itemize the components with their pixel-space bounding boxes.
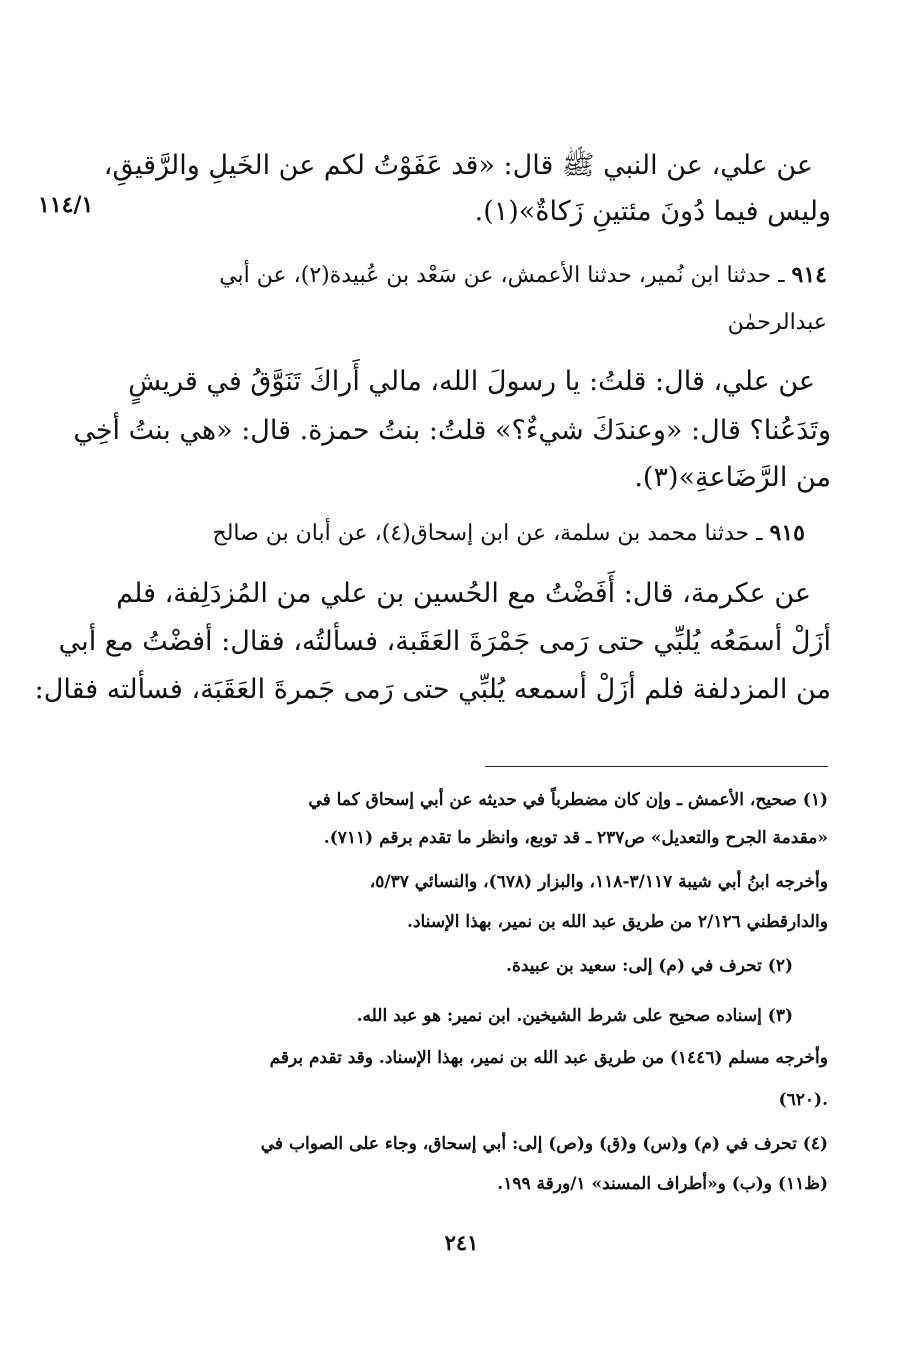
footnote-line: (ظ١١) و(ب) و«أطراف المسند» ١/ورقة ١٩٩. [497, 1174, 828, 1194]
footnote-line: (٦٢٠). [778, 1090, 828, 1110]
footnote-line: (٣) إسناده صحيح على شرط الشيخين. ابن نمير: هو عبد الله. [356, 1006, 793, 1026]
footnote-line: (٢) تحرف في (م) إلى: سعيد بن عبيدة. [506, 956, 793, 976]
hadith-isnad-line [219, 262, 827, 289]
isnad-text: ـ حدثنا محمد بن سلمة، عن ابن إسحاق(٤)، عن أبان بن صالح [212, 521, 763, 546]
hadith-text-line: من المزدلفة فلم أزَلْ أسمعه يُلبِّي حتى رَمى جَمرةَ العَقَبَة، فسألته فقال: [34, 674, 831, 705]
hadith-text-line: عن علي، عن النبي ﷺ قال: «قد عَفَوْتُ لكم عن الخَيلِ والرَّقيقِ، [103, 150, 813, 181]
footnote-line: (١) صحيح، الأعمش ـ وإن كان مضطرباً في حديثه عن أبي إسحاق كما في [308, 790, 828, 810]
hadith-text-line: من الرَّضَاعةِ»(٣). [634, 462, 831, 493]
hadith-text-line: أزَلْ أسمَعُه يُلبِّي حتى رَمى جَمْرَةَ العَقَبة، فسألتُه، فقال: أفضْتُ مع أبي [58, 626, 831, 657]
hadith-isnad-line: عبدالرحمٰن [727, 310, 827, 335]
hadith-text-line: عن عكرمة، قال: أَفَضْتُ مع الحُسين بن علي من المُزدَلِفة، فلم [116, 578, 811, 609]
margin-reference: ١١٤/١ [38, 192, 94, 218]
footnote-line: وأخرجه ابنُ أبي شيبة ٣/١١٧-١١٨، والبزار (٦٧٨)، والنسائي ٥/٣٧، [369, 872, 828, 892]
hadith-text-line: وتَدَعُنا؟ قال: «وعندَكَ شيءٌ؟» قلتُ: بنتُ حمزة. قال: «هي بنتُ أخِي [73, 415, 831, 446]
hadith-isnad-line [213, 520, 806, 547]
footnote-divider [485, 766, 828, 767]
page-number: ٢٤١ [444, 1230, 479, 1255]
footnote-line: (٤) تحرف في (م) و(س) و(ق) و(ص) إلى: أبي إسحاق، وجاء على الصواب في [260, 1134, 828, 1154]
footnote-line: «مقدمة الجرح والتعديل» ص٢٣٧ ـ قد توبع، وانظر ما تقدم برقم (٧١١). [323, 828, 828, 848]
footnote-line: وأخرجه مسلم (١٤٤٦) من طريق عبد الله بن نمير، بهذا الإسناد. وقد تقدم برقم [269, 1048, 828, 1068]
hadith-text-line: وليس فيما دُونَ مئتينِ زَكاةٌ»(١). [474, 196, 831, 227]
isnad-text: ـ حدثنا ابن نُمير، حدثنا الأعمش، عن سَعْد بن عُبيدة(٢)، عن أبي [219, 263, 785, 288]
hadith-number: ٩١٤ [791, 262, 827, 288]
hadith-number: ٩١٥ [769, 520, 805, 546]
footnote-line: والدارقطني ٢/١٢٦ من طريق عبد الله بن نمير، بهذا الإسناد. [407, 912, 828, 932]
hadith-text-line: عن علي، قال: قلتُ: يا رسولَ الله، مالي أَراكَ تَنَوَّقُ في قريشٍ [128, 366, 815, 397]
